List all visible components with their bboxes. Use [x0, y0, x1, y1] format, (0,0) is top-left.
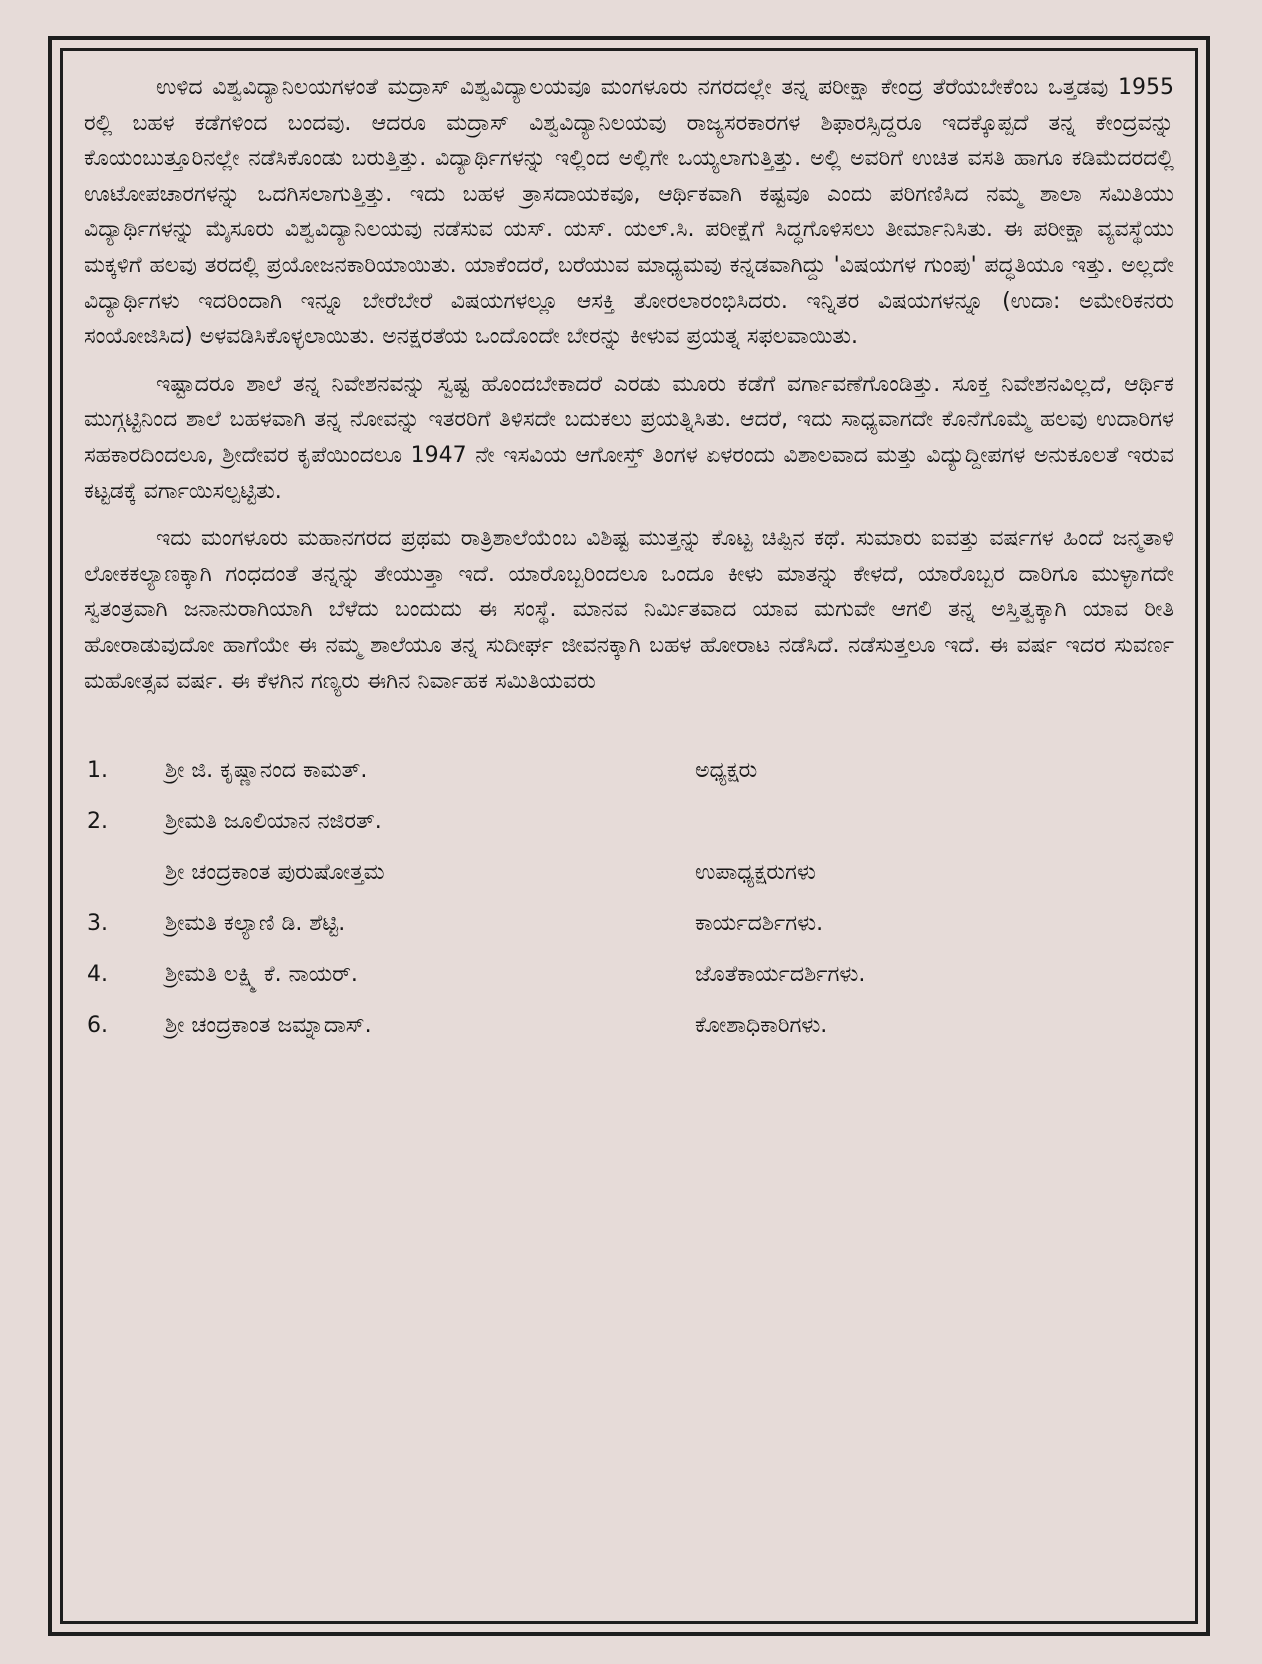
member-row [84, 957, 1174, 1008]
member-number: 3. [87, 911, 108, 937]
member-row [84, 753, 1174, 804]
member-number: 6. [87, 1013, 108, 1039]
paragraph-3: ಇದು ಮಂಗಳೂರು ಮಹಾನಗರದ ಪ್ರಥಮ ರಾತ್ರಿಶಾಲೆಯೆಂಬ ವಿಶಿಷ್ಟ ಮುತ್ತನ್ನು ಕೊಟ್ಟ ಚಿಪ್ಪಿನ ಕಥೆ. ಸುಮಾರು ಐವತ್ತು ವರ್ಷಗಳ ಹಿಂದೆ ಜನ್ಮತಾಳಿ ಲೋಕಕಲ್ಯಾಣಕ್ಕಾಗಿ ಗಂಧದಂತೆ ತನ್ನನ್ನು ತೇಯುತ್ತಾ ಇದೆ. ಯಾರೊಬ್ಬರಿಂದಲೂ ಒಂದೂ ಕೀಳು ಮಾತನ್ನು ಕೇಳದೆ, ಯಾರೊಬ್ಬರ ದಾರಿಗೂ ಮುಳ್ಳಾಗದೇ ಸ್ವತಂತ್ರವಾಗಿ ಜನಾನುರಾಗಿಯಾಗಿ ಬೆಳೆದು ಬಂದುದು ಈ ಸಂಸ್ಥೆ. ಮಾನವ ನಿರ್ಮಿತವಾದ ಯಾವ ಮಗುವೇ ಆಗಲಿ ತನ್ನ ಅಸ್ತಿತ್ವಕ್ಕಾಗಿ ಯಾವ ರೀತಿ ಹೋರಾಡುವುದೋ ಹಾಗೆಯೇ ಈ ನಮ್ಮ ಶಾಲೆಯೂ ತನ್ನ ಸುದೀರ್ಘ ಜೀವನಕ್ಕಾಗಿ ಬಹಳ ಹೋರಾಟ ನಡೆಸಿದೆ. ನಡೆಸುತ್ತಲೂ ಇದೆ. ಈ ವರ್ಷ ಇದರ ಸುವರ್ಣ ಮಹೋತ್ಸವ ವರ್ಷ. ಈ ಕೆಳಗಿನ ಗಣ್ಯರು ಈಗಿನ ನಿರ್ವಾಹಕ ಸಮಿತಿಯವರು [84, 526, 1174, 694]
member-role: ಅಧ್ಯಕ್ಷರು [695, 758, 758, 784]
member-row [84, 1008, 1174, 1059]
member-role: ಜೊತೆಕಾರ್ಯದರ್ಶಿಗಳು. [695, 962, 866, 988]
member-role: ಕೋಶಾಧಿಕಾರಿಗಳು. [695, 1013, 828, 1039]
member-name: ಶ್ರೀ ಚಂದ್ರಕಾಂತ ಜಮ್ನಾದಾಸ್. [165, 1013, 372, 1039]
member-row [84, 804, 1174, 855]
member-name: ಶ್ರೀಮತಿ ಲಕ್ಷ್ಮಿ ಕೆ. ನಾಯರ್. [165, 962, 358, 988]
member-number: 4. [87, 962, 108, 988]
committee-list [84, 753, 1174, 1059]
member-row [84, 906, 1174, 957]
paragraph-2: ಇಷ್ಟಾದರೂ ಶಾಲೆ ತನ್ನ ನಿವೇಶನವನ್ನು ಸ್ವಷ್ಟ ಹೊಂದಬೇಕಾದರೆ ಎರಡು ಮೂರು ಕಡೆಗೆ ವರ್ಗಾವಣೆಗೊಂಡಿತ್ತು. ಸೂಕ್ತ ನಿವೇಶನವಿಲ್ಲದೆ, ಆರ್ಥಿಕ ಮುಗ್ಗಟ್ಟಿನಿಂದ ಶಾಲೆ ಬಹಳವಾಗಿ ತನ್ನ ನೋವನ್ನು ಇತರರಿಗೆ ತಿಳಿಸದೇ ಬದುಕಲು ಪ್ರಯತ್ನಿಸಿತು. ಆದರೆ, ಇದು ಸಾಧ್ಯವಾಗದೇ ಕೊನೆಗೊಮ್ಮೆ ಹಲವು ಉದಾರಿಗಳ ಸಹಕಾರದಿಂದಲೂ, ಶ್ರೀದೇವರ ಕೃಪೆಯಿಂದಲೂ 1947 ನೇ ಇಸವಿಯ ಆಗೋಸ್ತ್ ತಿಂಗಳ ಏಳರಂದು ವಿಶಾಲವಾದ ಮತ್ತು ವಿದ್ಯುದ್ದೀಪಗಳ ಅನುಕೂಲತೆ ಇರುವ ಕಟ್ಟಡಕ್ಕೆ ವರ್ಗಾಯಿಸಲ್ಪಟ್ಟಿತು. [84, 371, 1174, 504]
member-number: 1. [87, 758, 108, 784]
paragraph-1: ಉಳಿದ ವಿಶ್ವವಿದ್ಯಾನಿಲಯಗಳಂತೆ ಮದ್ರಾಸ್ ವಿಶ್ವವಿದ್ಯಾಲಯವೂ ಮಂಗಳೂರು ನಗರದಲ್ಲೇ ತನ್ನ ಪರೀಕ್ಷಾ ಕೇಂದ್ರ ತೆರೆಯಬೇಕೆಂಬ ಒತ್ತಡವು 1955 ರಲ್ಲಿ ಬಹಳ ಕಡೆಗಳಿಂದ ಬಂದವು. ಆದರೂ ಮದ್ರಾಸ್ ವಿಶ್ವವಿದ್ಯಾನಿಲಯವು ರಾಜ್ಯಸರಕಾರಗಳ ಶಿಫಾರಸ್ಸಿದ್ದರೂ ಇದಕ್ಕೊಪ್ಪದೆ ತನ್ನ ಕೇಂದ್ರವನ್ನು ಕೊಯಂಬುತ್ತೂರಿನಲ್ಲೇ ನಡೆಸಿಕೊಂಡು ಬರುತ್ತಿತ್ತು. ವಿದ್ಯಾರ್ಥಿಗಳನ್ನು ಇಲ್ಲಿಂದ ಅಲ್ಲಿಗೇ ಒಯ್ಯಲಾಗುತ್ತಿತ್ತು. ಅಲ್ಲಿ ಅವರಿಗೆ ಉಚಿತ ವಸತಿ ಹಾಗೂ ಕಡಿಮೆದರದಲ್ಲಿ ಊಟೋಪಚಾರಗಳನ್ನು ಒದಗಿಸಲಾಗುತ್ತಿತ್ತು. ಇದು ಬಹಳ ತ್ರಾಸದಾಯಕವೂ, ಆರ್ಥಿಕವಾಗಿ ಕಷ್ಟವೂ ಎಂದು ಪರಿಗಣಿಸಿದ ನಮ್ಮ ಶಾಲಾ ಸಮಿತಿಯು ವಿದ್ಯಾರ್ಥಿಗಳನ್ನು ಮೈಸೂರು ವಿಶ್ವವಿದ್ಯಾನಿಲಯವು ನಡೆಸುವ ಯಸ್. ಯಸ್. ಯಲ್.ಸಿ. ಪರೀಕ್ಷೆಗೆ ಸಿದ್ಧಗೊಳಿಸಲು ತೀರ್ಮಾನಿಸಿತು. ಈ ಪರೀಕ್ಷಾ ವ್ಯವಸ್ಥೆಯು ಮಕ್ಕಳಿಗೆ ಹಲವು ತರದಲ್ಲಿ ಪ್ರಯೋಜನಕಾರಿಯಾಯಿತು. ಯಾಕೆಂದರೆ, ಬರೆಯುವ ಮಾಧ್ಯಮವು ಕನ್ನಡವಾಗಿದ್ದು 'ವಿಷಯಗಳ ಗುಂಪು' ಪದ್ಧತಿಯೂ ಇತ್ತು. ಅಲ್ಲದೇ ವಿದ್ಯಾರ್ಥಿಗಳು ಇದರಿಂದಾಗಿ ಇನ್ನೂ ಬೇರೆಬೇರೆ ವಿಷಯಗಳಲ್ಲೂ ಆಸಕ್ತಿ ತೋರಲಾರಂಭಿಸಿದರು. ಇನ್ನಿತರ ವಿಷಯಗಳನ್ನೂ (ಉದಾ: ಅಮೇರಿಕನರು ಸಂಯೋಜಿಸಿದ) ಅಳವಡಿಸಿಕೊಳ್ಳಲಾಯಿತು. ಅನಕ್ಷರತೆಯ ಒಂದೊಂದೇ ಬೇರನ್ನು ಕೀಳುವ ಪ್ರಯತ್ನ ಸಫಲವಾಯಿತು. [84, 75, 1174, 350]
member-name: ಶ್ರೀ ಚಂದ್ರಕಾಂತ ಪುರುಷೋತ್ತಮ [165, 860, 385, 886]
member-role: ಉಪಾಧ್ಯಕ್ಷರುಗಳು [695, 860, 816, 886]
member-number: 2. [87, 809, 108, 835]
member-name: ಶ್ರೀಮತಿ ಕಲ್ಯಾಣಿ ಡಿ. ಶೆಟ್ಟಿ. [165, 911, 346, 937]
member-name: ಶ್ರೀಮತಿ ಜೂಲಿಯಾನ ನಜಿರತ್. [165, 809, 382, 835]
document-body [84, 70, 1174, 1059]
member-name: ಶ್ರೀ ಜಿ. ಕೃಷ್ಣಾನಂದ ಕಾಮತ್. [165, 758, 368, 784]
member-row [84, 855, 1174, 906]
member-role: ಕಾರ್ಯದರ್ಶಿಗಳು. [695, 911, 824, 937]
